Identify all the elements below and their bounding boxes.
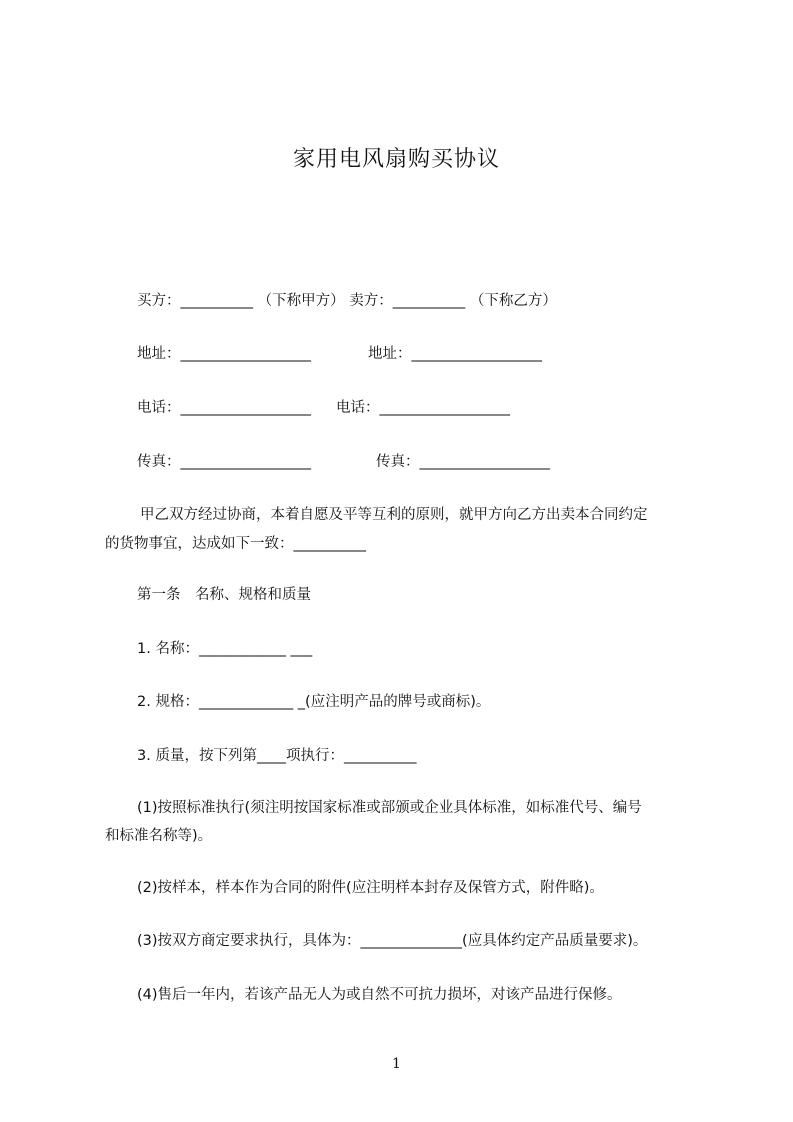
clause-1-line-2: 和标准名称等)。 bbox=[105, 828, 213, 844]
clause-2: (2)按样本，样本作为合同的附件(应注明样本封存及保管方式，附件略)。 bbox=[137, 880, 604, 896]
buyer-address: 地址：__________________ bbox=[137, 346, 311, 362]
clause-4: (4)售后一年内，若该产品无人为或自然不可抗力损坏，对该产品进行保修。 bbox=[137, 987, 622, 1003]
page-title: 家用电风扇购买协议 bbox=[292, 147, 500, 172]
buyer-seller-line: 买方：__________ （下称甲方） 卖方：__________ （下称乙方） bbox=[137, 293, 557, 309]
seller-phone: 电话：__________________ bbox=[336, 400, 510, 416]
buyer-phone: 电话：__________________ bbox=[137, 400, 311, 416]
item-quality: 3. 质量，按下列第____项执行：__________ bbox=[137, 748, 417, 764]
seller-fax: 传真：__________________ bbox=[376, 454, 550, 470]
intro-paragraph-line-1: 甲乙双方经过协商，本着自愿及平等互利的原则，就甲方向乙方出卖本合同约定 bbox=[140, 507, 648, 523]
clause-3: (3)按双方商定要求执行，具体为：______________(应具体约定产品质量要求)。 bbox=[137, 933, 648, 949]
page-number: 1 bbox=[392, 1056, 401, 1072]
clause-1-line-1: (1)按照标准执行(须注明按国家标准或部颁或企业具体标准，如标准代号、编号 bbox=[137, 800, 642, 816]
article-1-heading: 第一条 名称、规格和质量 bbox=[137, 587, 311, 603]
item-name: 1. 名称：____________ ___ bbox=[137, 641, 313, 657]
buyer-fax: 传真：__________________ bbox=[137, 454, 311, 470]
seller-address: 地址：__________________ bbox=[368, 346, 542, 362]
item-spec: 2. 规格：_____________ _(应注明产品的牌号或商标)。 bbox=[137, 694, 491, 710]
intro-paragraph-line-2: 的货物事宜，达成如下一致：__________ bbox=[105, 536, 366, 552]
